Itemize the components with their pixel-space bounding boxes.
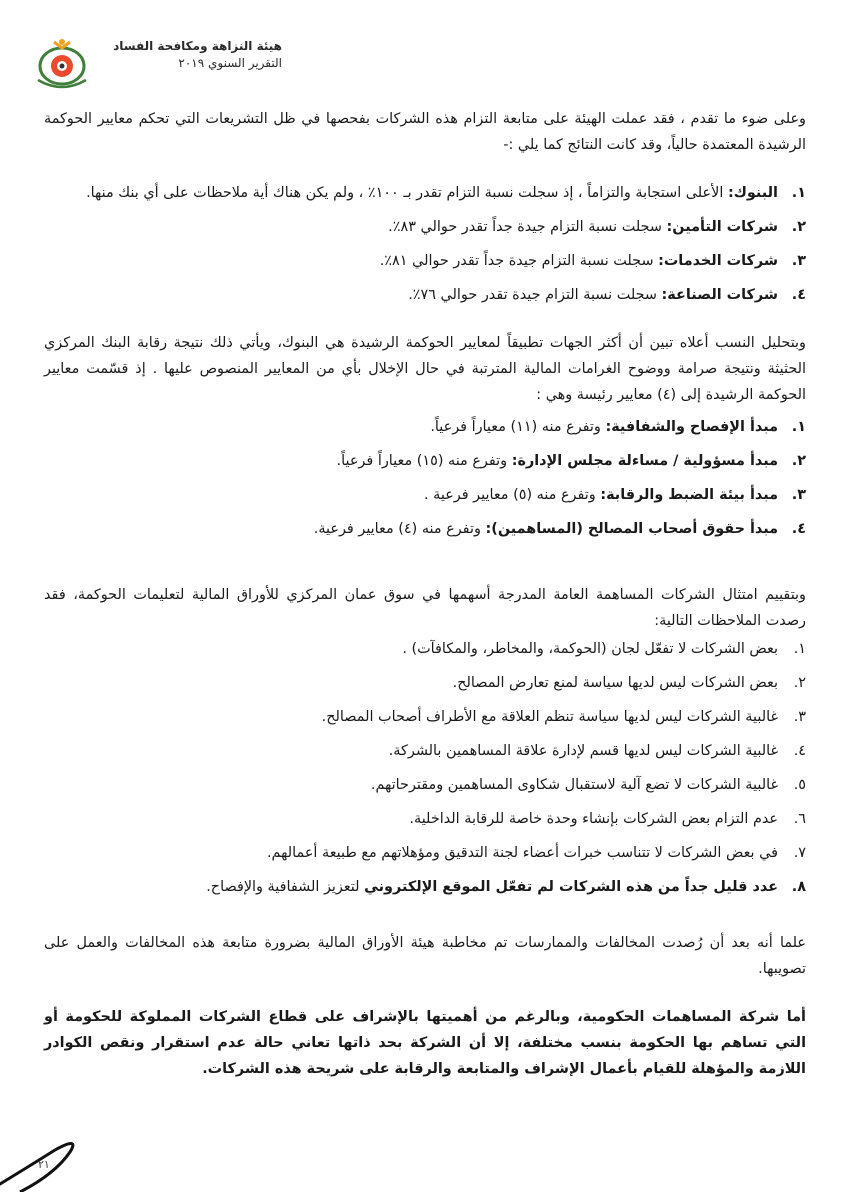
government-paragraph: أما شركة المساهمات الحكومية، وبالرغم من أهميتها بالإشراف على قطاع الشركات المملوكة للحكومة أو التي تساهم بها الحكومة بنسب مختلفة، إلا أن الشركة بحد ذاتها تعاني حالة عدم استقرار ونقص الكوادر اللازمة والمؤهلة للقيام بأعمال الإشراف والمتابعة والرقابة على شريحة هذه الشركات.: [44, 1009, 806, 1077]
result-item-4: ٤. شركات الصناعة: سجلت نسبة التزام جيدة تقدر حوالي ٧٦٪.: [408, 287, 806, 303]
principle-label: مبدأ الإفصاح والشفافية:: [605, 419, 778, 435]
result-label: شركات الصناعة:: [661, 287, 778, 303]
result-text: سجلت نسبة التزام جيدة جداً تقدر حوالي ٨١٪.: [379, 253, 654, 269]
observation-text: في بعض الشركات لا تتناسب خبرات أعضاء لجنة التدقيق ومؤهلاتهم مع طبيعة أعمالهم.: [266, 845, 778, 861]
evaluation-paragraph: وبتقييم امتثال الشركات المساهمة العامة المدرجة أسهمها في سوق عمان المركزي للأوراق المالية لتعليمات الحوكمة، فقد رصدت الملاحظات التالية:: [44, 587, 806, 629]
observation-item-6: ٦. عدم التزام بعض الشركات بإنشاء وحدة خاصة للرقابة الداخلية.: [409, 811, 806, 827]
principle-label: مبدأ بيئة الضبط والرقابة:: [600, 487, 778, 503]
principle-item-3: ٣. مبدأ بيئة الضبط والرقابة: وتفرع منه (٥) معايير فرعية .: [424, 487, 806, 503]
principle-item-2: ٢. مبدأ مسؤولية / مساءلة مجلس الإدارة: وتفرع منه (١٥) معياراً فرعياً.: [336, 453, 806, 469]
observation-text: لتعزيز الشفافية والإفصاح.: [206, 879, 360, 895]
observation-item-8: ٨. عدد قليل جداً من هذه الشركات لم تفعّل الموقع الإلكتروني لتعزيز الشفافية والإفصاح.: [206, 879, 806, 895]
page-number: ٢١: [38, 1158, 50, 1171]
commission-logo-icon: [24, 36, 94, 92]
followup-paragraph: علما أنه بعد أن رُصدت المخالفات والممارسات تم مخاطبة هيئة الأوراق المالية بضرورة متابعة هذه المخالفات والعمل على تصويبها.: [44, 935, 806, 977]
principle-text: وتفرع منه (١١) معياراً فرعياً.: [430, 419, 601, 435]
result-item-1: ١. البنوك: الأعلى استجابة والتزاماً ، إذ سجلت نسبة التزام تقدر بـ ١٠٠٪ ، ولم يكن هناك أية ملاحظات على أي بنك منها.: [86, 185, 806, 201]
observation-text: غالبية الشركات ليس لديها سياسة تنظم العلاقة مع الأطراف أصحاب المصالح.: [321, 709, 778, 725]
result-label: شركات الخدمات:: [658, 253, 778, 269]
observation-text: بعض الشركات لا تفعّل لجان (الحوكمة، والمخاطر، والمكافآت) .: [402, 641, 778, 657]
principles-list: [44, 414, 806, 542]
principle-label: مبدأ حقوق أصحاب المصالح (المساهمين):: [485, 521, 778, 537]
page-header: [24, 36, 284, 92]
observation-item-2: ٢. بعض الشركات ليس لديها سياسة لمنع تعارض المصالح.: [452, 675, 806, 691]
observation-item-7: ٧. في بعض الشركات لا تتناسب خبرات أعضاء لجنة التدقيق ومؤهلاتهم مع طبيعة أعمالهم.: [266, 845, 806, 861]
principle-label: مبدأ مسؤولية / مساءلة مجلس الإدارة:: [511, 453, 778, 469]
result-label: البنوك:: [727, 185, 778, 201]
analysis-paragraph: وبتحليل النسب أعلاه تبين أن أكثر الجهات تطبيقاً لمعايير الحوكمة الرشيدة هي البنوك، ويأتي ذلك نتيجة رقابة البنك المركزي الحثيثة ونتيجة صرامة ووضوح الغرامات المالية المترتبة في حال الإخلال بأي من المعايير المنصوص عليها . إذ قسّمت معايير الحوكمة الرشيدة إلى (٤) معايير رئيسة وهي :: [44, 335, 806, 403]
organization-name: هيئة النزاهة ومكافحة الفساد: [113, 39, 282, 53]
header-text: [102, 38, 282, 72]
results-list: [44, 180, 806, 308]
result-item-3: ٣. شركات الخدمات: سجلت نسبة التزام جيدة جداً تقدر حوالي ٨١٪.: [379, 253, 806, 269]
observation-label: عدد قليل جداً من هذه الشركات لم تفعّل الموقع الإلكتروني: [364, 879, 778, 895]
observation-item-4: ٤. غالبية الشركات ليس لديها قسم لإدارة علاقة المساهمين بالشركة.: [388, 743, 806, 759]
observation-item-3: ٣. غالبية الشركات ليس لديها سياسة تنظم العلاقة مع الأطراف أصحاب المصالح.: [321, 709, 806, 725]
result-text: سجلت نسبة التزام جيدة تقدر حوالي ٧٦٪.: [408, 287, 657, 303]
observation-text: غالبية الشركات لا تضع آلية لاستقبال شكاوى المساهمين ومقترحاتهم.: [370, 777, 778, 793]
observation-text: عدم التزام بعض الشركات بإنشاء وحدة خاصة للرقابة الداخلية.: [409, 811, 778, 827]
observations-list: [44, 636, 806, 900]
result-label: شركات التأمين:: [666, 219, 778, 235]
intro-paragraph: وعلى ضوء ما تقدم ، فقد عملت الهيئة على متابعة التزام هذه الشركات بفحصها في ظل التشريعات التي تحكم معايير الحوكمة الرشيدة المعتمدة حالياً، وقد كانت النتائج كما يلي :-: [44, 111, 806, 153]
observation-item-5: ٥. غالبية الشركات لا تضع آلية لاستقبال شكاوى المساهمين ومقترحاتهم.: [370, 777, 806, 793]
principle-text: وتفرع منه (٥) معايير فرعية .: [424, 487, 596, 503]
principle-text: وتفرع منه (٤) معايير فرعية.: [313, 521, 481, 537]
principle-item-1: ١. مبدأ الإفصاح والشفافية: وتفرع منه (١١) معياراً فرعياً.: [430, 419, 806, 435]
principle-item-4: ٤. مبدأ حقوق أصحاب المصالح (المساهمين): وتفرع منه (٤) معايير فرعية.: [313, 521, 806, 537]
decorative-swoosh-icon: [0, 1112, 110, 1192]
report-title: التقرير السنوي ٢٠١٩: [178, 56, 282, 70]
observation-item-1: ١. بعض الشركات لا تفعّل لجان (الحوكمة، والمخاطر، والمكافآت) .: [402, 641, 806, 657]
page-content: [44, 106, 806, 1082]
principle-text: وتفرع منه (١٥) معياراً فرعياً.: [336, 453, 508, 469]
result-text: الأعلى استجابة والتزاماً ، إذ سجلت نسبة التزام تقدر بـ ١٠٠٪ ، ولم يكن هناك أية ملاحظات على أي بنك منها.: [86, 185, 724, 201]
result-item-2: ٢. شركات التأمين: سجلت نسبة التزام جيدة جداً تقدر حوالي ٨٣٪.: [388, 219, 806, 235]
result-text: سجلت نسبة التزام جيدة جداً تقدر حوالي ٨٣٪.: [388, 219, 662, 235]
observation-text: بعض الشركات ليس لديها سياسة لمنع تعارض المصالح.: [452, 675, 778, 691]
observation-text: غالبية الشركات ليس لديها قسم لإدارة علاقة المساهمين بالشركة.: [388, 743, 778, 759]
